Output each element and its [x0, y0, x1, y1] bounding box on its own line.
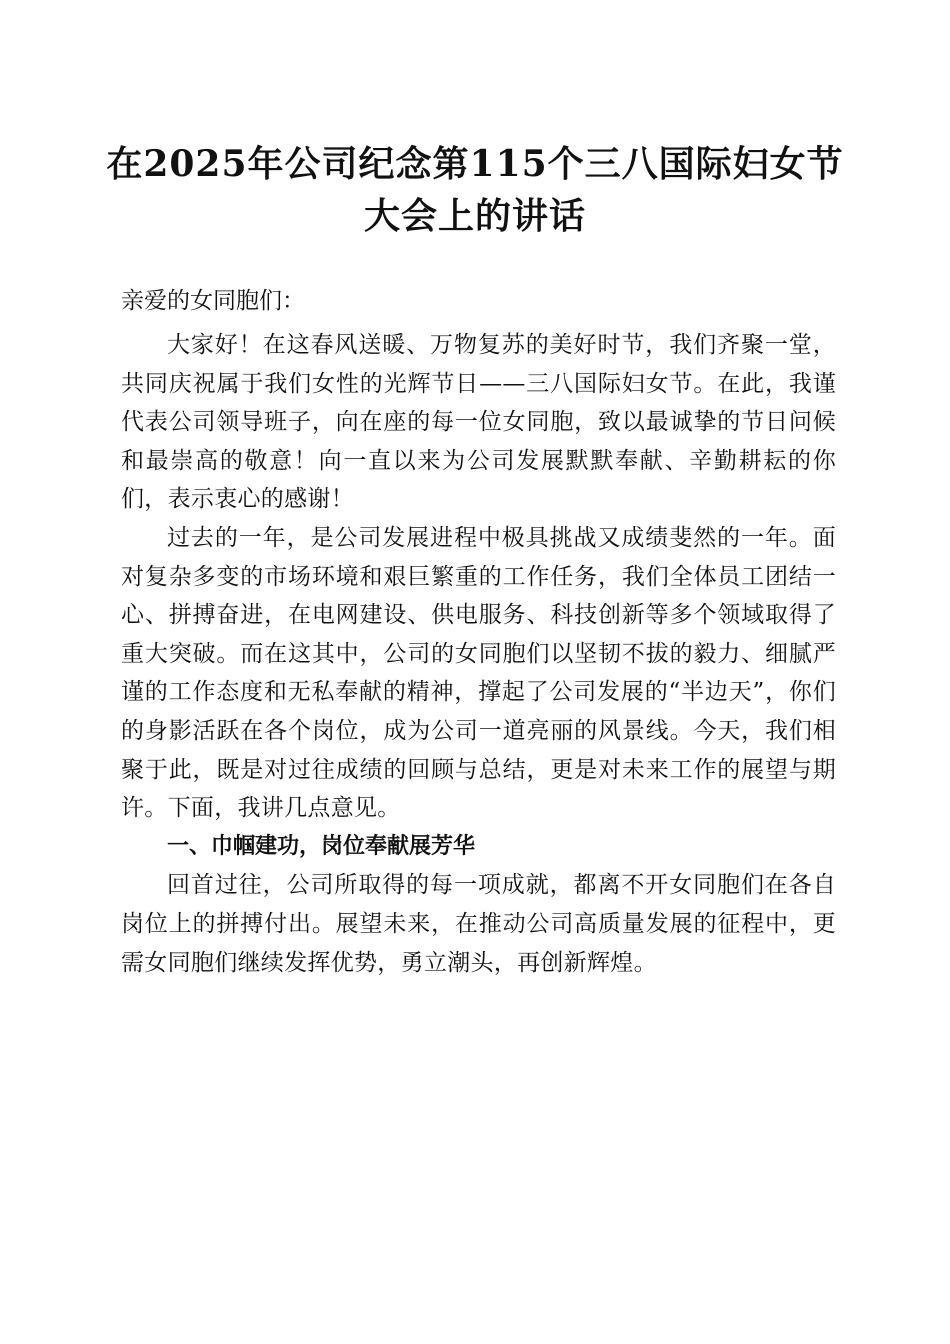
title-line-2: 大会上的讲话	[363, 195, 586, 237]
document-body	[121, 282, 836, 982]
salutation: 亲爱的女同胞们：	[121, 288, 305, 314]
paragraph-review: 过去的一年，是公司发展进程中极具挑战又成绩斐然的一年。面对复杂多变的市场环境和艰巨繁重的工作任务，我们全体员工团结一心、拼搏奋进，在电网建设、供电服务、科技创新等多个领域取得了重大突破。而在这其中，公司的女同胞们以坚韧不拔的毅力、细腻严谨的工作态度和无私奉献的精神，撑起了公司发展的“半边天”，你们的身影活跃在各个岗位，成为公司一道亮丽的风景线。今天，我们相聚于此，既是对过往成绩的回顾与总结，更是对未来工作的展望与期许。下面，我讲几点意见。	[121, 524, 836, 822]
section-heading-1: 一、巾帼建功，岗位奉献展芳华	[167, 833, 476, 859]
title-line-1: 在2025年公司纪念第115个三八国际妇女节	[106, 143, 844, 185]
paragraph-greeting: 大家好！在这春风送暖、万物复苏的美好时节，我们齐聚一堂，共同庆祝属于我们女性的光辉节日——三八国际妇女节。在此，我谨代表公司领导班子，向在座的每一位女同胞，致以最诚挚的节日问候和最崇高的敬意！向一直以来为公司发展默默奉献、辛勤耕耘的你们，表示衷心的感谢！	[121, 332, 836, 513]
paragraph-section-1: 回首过往，公司所取得的每一项成就，都离不开女同胞们在各自岗位上的拼搏付出。展望未来，在推动公司高质量发展的征程中，更需女同胞们继续发挥优势，勇立潮头，再创新辉煌。	[121, 872, 836, 976]
document-title	[60, 138, 890, 242]
